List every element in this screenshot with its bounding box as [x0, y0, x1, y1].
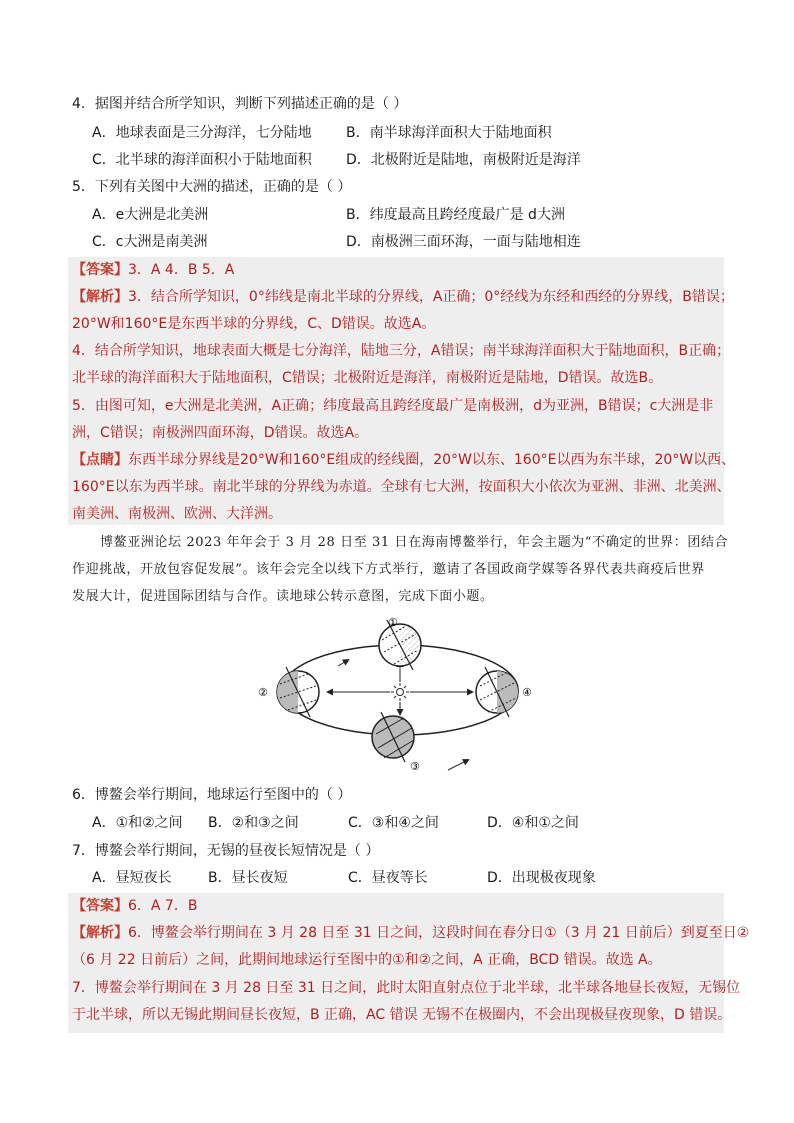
q6-option-a: A．①和②之间 [92, 815, 183, 831]
point-1-line-2: 160°E以东为西半球。南北半球的分界线为赤道。全球有七大洲，按面积大小依次为亚洲、非洲、北美洲、 [72, 479, 731, 495]
q6-option-d: D．④和①之间 [487, 815, 579, 831]
question-7-stem: 7．博鳌会举行期间，无锡的昼夜长短情况是（ ） [72, 843, 380, 859]
q4-option-a: A．地球表面是三分海洋，七分陆地 [92, 125, 312, 141]
answer-1-line [72, 260, 234, 280]
q4-option-d: D．北极附近是陆地，南极附近是海洋 [346, 152, 581, 168]
question-4-stem: 4．据图并结合所学知识，判断下列描述正确的是（ ） [72, 96, 408, 112]
analysis-1-line-3: 4．结合所学知识，地球表面大概是七分海洋，陆地三分，A错误；南半球海洋面积大于陆地面积，B正确； [72, 343, 731, 359]
q7-option-c: C．昼夜等长 [348, 870, 428, 886]
q5-option-c: C．c大洲是南美洲 [92, 234, 208, 250]
analysis-tag-2: 【解析】 [72, 925, 128, 941]
analysis-1-line-4: 北半球的海洋面积大于陆地面积，C错误；北极附近是海洋，南极附近是陆地，D错误。故选B。 [72, 370, 663, 386]
analysis-2-line-3: 7．博鳌会举行期间在 3 月 28 日至 31 日之间，此时太阳直射点位于北半球，北半球各地昼长夜短，无锡位 [72, 980, 741, 996]
question-6-stem: 6．博鳌会举行期间，地球运行至图中的（ ） [72, 787, 352, 803]
answer-tag: 【答案】 [72, 262, 128, 278]
intro-line-1: 博鳌亚洲论坛 2023 年年会于 3 月 28 日至 31 日在海南博鳌举行，年会主题为“不确定的世界：团结合 [100, 535, 729, 550]
question-5-stem: 5．下列有关图中大洲的描述，正确的是（ ） [72, 179, 352, 195]
intro-line-2: 作迎挑战，开放包容促发展”。该年会完全以线下方式举行，邀请了各国政商学媒等各界代表共商疫后世界 [72, 562, 705, 577]
analysis-2-line-1 [72, 923, 749, 943]
earth-position-1 [379, 620, 421, 670]
analysis-2-line-2: （6 月 22 日前后）之间，此期间地球运行至图中的①和②之间，A 正确，BCD 错误。故选 A。 [72, 952, 662, 968]
point-1-line-3: 南美洲、南极洲、欧洲、大洋洲。 [72, 506, 282, 522]
analysis-1-text-1: 3．结合所学知识，0°纬线是南北半球的分界线，A正确；0°经线为东经和西经的分界线，B错误； [128, 289, 734, 305]
earth-label-2: ② [258, 686, 268, 699]
answer-1-text: 3．A 4．B 5．A [128, 262, 235, 278]
analysis-1-line-1 [72, 287, 734, 307]
intro-line-3: 发展大计，促进国际团结与合作。读地球公转示意图，完成下面小题。 [72, 589, 494, 604]
point-1-line-1 [72, 450, 735, 470]
earth-label-3: ③ [410, 760, 420, 773]
q6-option-b: B．②和③之间 [208, 815, 299, 831]
point-1-text-1: 东西半球分界线是20°W和160°E组成的经线圈，20°W以东、160°E以西为东半球，20°W以西、 [128, 452, 736, 468]
answer-2-line [72, 896, 197, 916]
q7-option-d: D．出现极夜现象 [487, 870, 596, 886]
q5-option-a: A．e大洲是北美洲 [92, 207, 209, 223]
sun-icon [391, 683, 409, 701]
q4-option-b: B．南半球海洋面积大于陆地面积 [346, 125, 552, 141]
q4-option-c: C．北半球的海洋面积小于陆地面积 [92, 152, 312, 168]
q5-option-d: D．南极洲三面环海，一面与陆地相连 [346, 234, 581, 250]
analysis-1-line-5: 5．由图可知，e大洲是北美洲，A正确；纬度最高且跨经度最广是南极洲，d为亚洲，B错误；c大洲是非 [72, 398, 714, 414]
answer-tag-2: 【答案】 [72, 898, 128, 914]
analysis-1-line-2: 20°W和160°E是东西半球的分界线，C、D错误。故选A。 [72, 316, 436, 332]
earth-position-2 [277, 667, 319, 717]
analysis-2-text-1: 6．博鳌会举行期间在 3 月 28 日至 31 日之间，这段时间在春分日①（3 月 21 日前后）到夏至日② [128, 925, 750, 941]
q5-option-b: B．纬度最高且跨经度最广是 d大洲 [346, 207, 565, 223]
q7-option-b: B．昼长夜短 [208, 870, 288, 886]
analysis-2-line-4: 于北半球，所以无锡此期间昼长夜短，B 正确，AC 错误 无锡不在极圈内，不会出现极昼夜现象，D 错误。 [72, 1007, 732, 1023]
q7-option-a: A．昼短夜长 [92, 870, 172, 886]
earth-label-4: ④ [522, 686, 532, 699]
analysis-tag: 【解析】 [72, 289, 128, 305]
answer-2-text: 6．A 7．B [128, 898, 198, 914]
point-tag: 【点睛】 [72, 452, 128, 468]
analysis-1-line-6: 洲，C错误；南极洲四面环海，D错误。故选A。 [72, 425, 369, 441]
earth-position-3 [372, 712, 414, 762]
q6-option-c: C．③和④之间 [348, 815, 439, 831]
earth-label-1: ① [388, 616, 398, 629]
earth-revolution-diagram [250, 610, 550, 790]
